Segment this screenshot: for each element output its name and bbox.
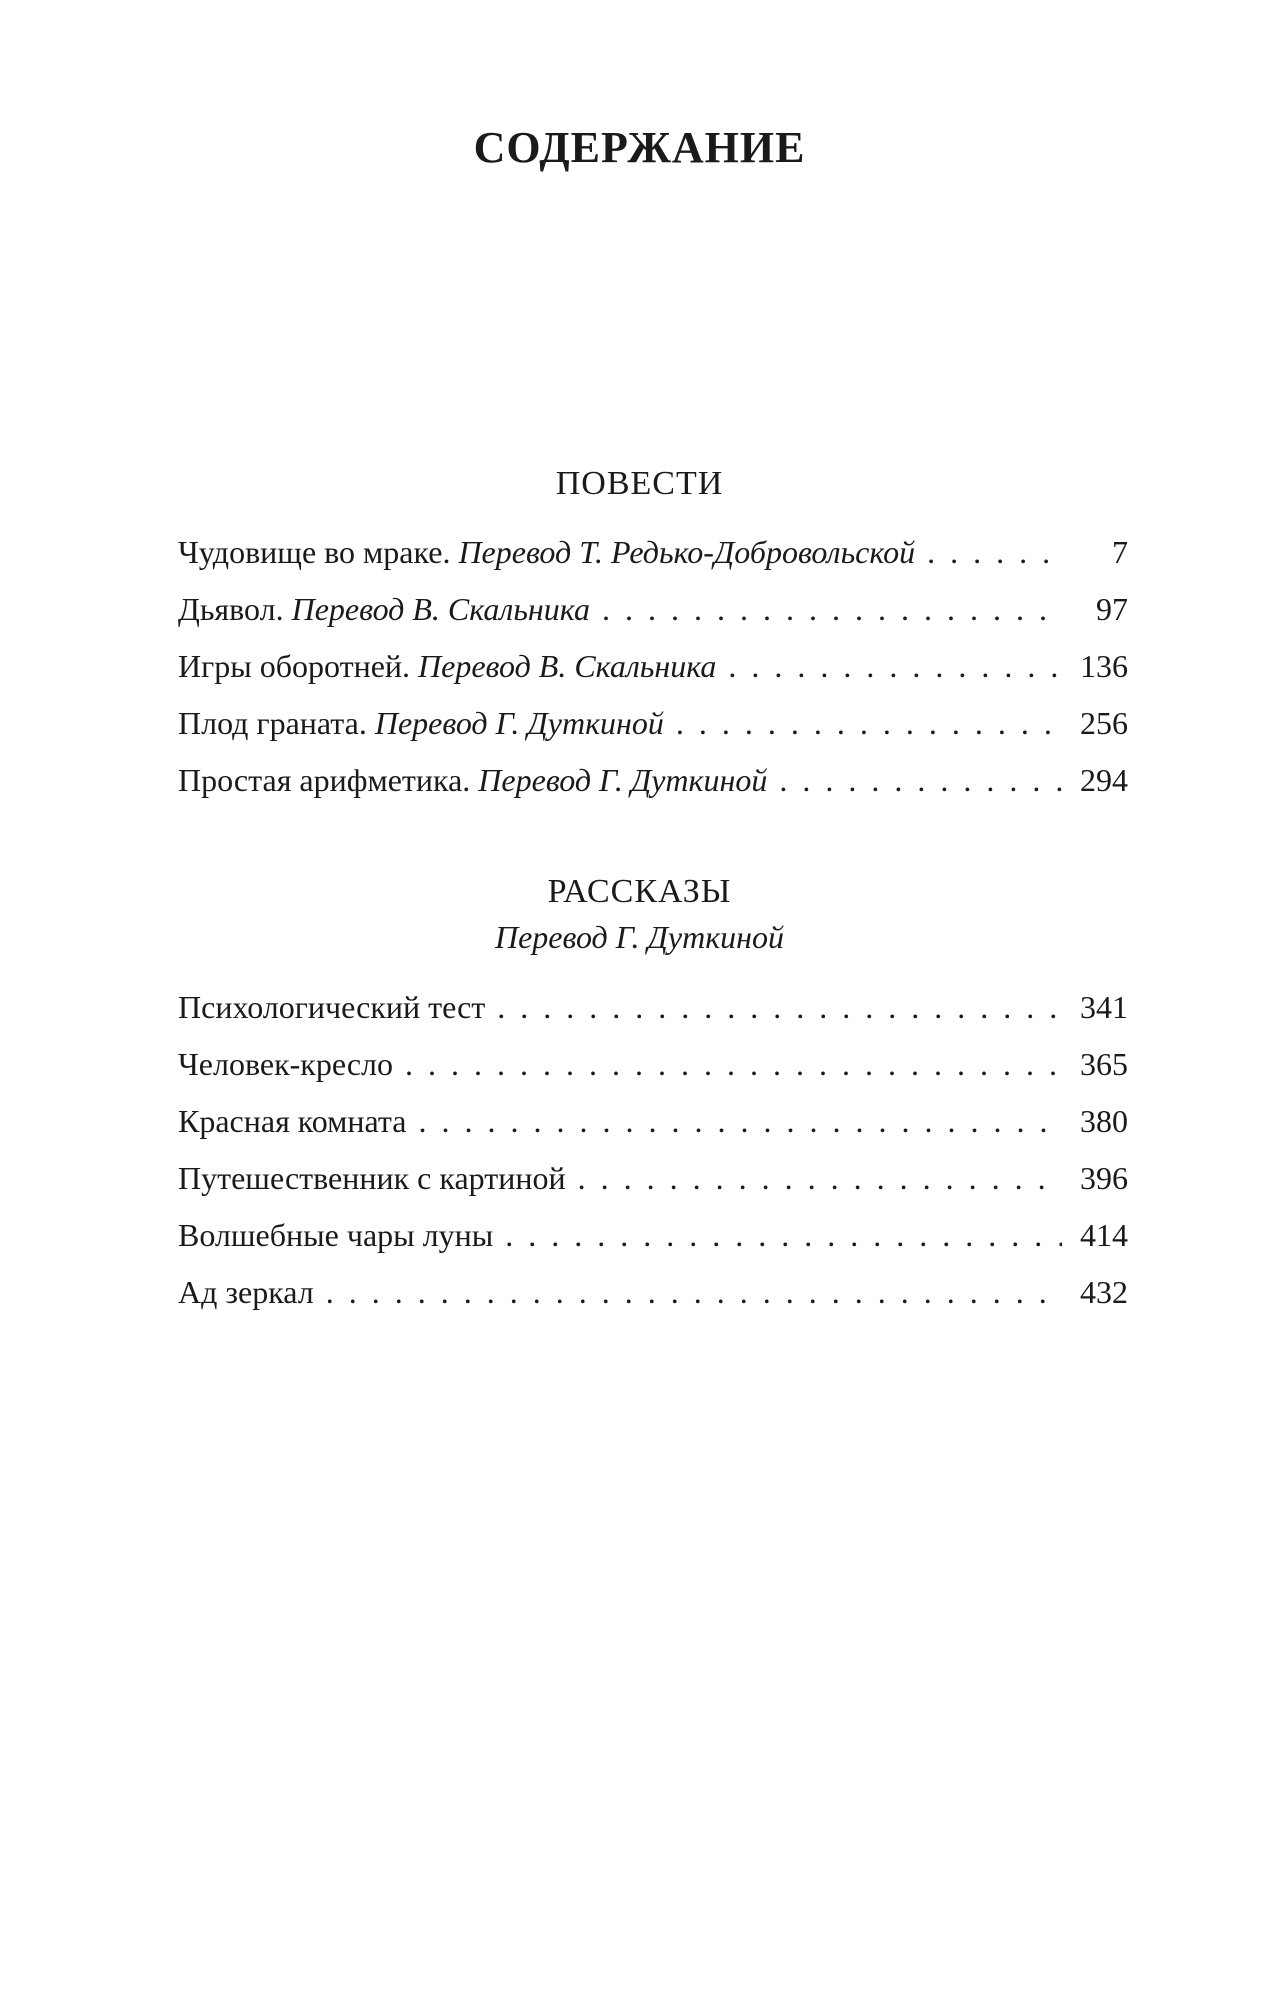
entry-title: Простая арифметика.	[178, 762, 471, 798]
toc-entry-text	[178, 530, 915, 574]
entry-page-number: 414	[1080, 1217, 1128, 1253]
entry-page-number: 97	[1096, 591, 1128, 627]
toc-entry	[178, 758, 1128, 815]
toc-entry-text	[178, 701, 664, 745]
dot-leader	[418, 1099, 1062, 1143]
page-title: СОДЕРЖАНИЕ	[473, 123, 806, 172]
entry-title: Дьявол.	[178, 591, 284, 627]
dot-leader	[578, 1156, 1062, 1200]
section-subheading: Перевод Г. Дуткиной	[494, 919, 785, 955]
entry-title: Психологический тест	[178, 989, 486, 1025]
entry-page-number: 294	[1080, 762, 1128, 798]
entry-translator: Перевод Т. Редько-Добровольской	[458, 534, 916, 570]
toc-entry-text	[178, 758, 767, 802]
dot-leader	[497, 985, 1062, 1029]
entry-page-number: 7	[1112, 534, 1128, 570]
dot-leader	[779, 758, 1062, 802]
dot-leader	[728, 644, 1062, 688]
toc-entry	[178, 644, 1128, 701]
entry-page-number: 380	[1080, 1103, 1128, 1139]
section-heading-rasskazy: РАССКАЗЫ	[547, 873, 732, 910]
entry-page-number: 256	[1080, 705, 1128, 741]
toc-entry-text	[178, 587, 590, 631]
dot-leader	[505, 1213, 1062, 1257]
entry-page-number: 396	[1080, 1160, 1128, 1196]
entry-translator: Перевод Г. Дуткиной	[478, 762, 768, 798]
dot-leader	[927, 530, 1062, 574]
toc-entry	[178, 530, 1128, 587]
toc-entry	[178, 1099, 1128, 1156]
toc-entry	[178, 1042, 1128, 1099]
toc-list-rasskazy	[178, 985, 1128, 1327]
entry-translator: Перевод В. Скальника	[418, 648, 717, 684]
dot-leader	[602, 587, 1062, 631]
entry-page-number: 432	[1080, 1274, 1128, 1310]
entry-title: Игры оборотней.	[178, 648, 411, 684]
entry-translator: Перевод Г. Дуткиной	[374, 705, 664, 741]
entry-title: Красная комната	[178, 1103, 407, 1139]
toc-entry	[178, 701, 1128, 758]
section-heading-povesti: ПОВЕСТИ	[555, 465, 724, 502]
toc-entry	[178, 985, 1128, 1042]
toc-entry	[178, 1213, 1128, 1270]
entry-title: Волшебные чары луны	[178, 1217, 494, 1253]
entry-title: Человек-кресло	[178, 1046, 394, 1082]
toc-entry-text	[178, 644, 716, 688]
dot-leader	[405, 1042, 1062, 1086]
entry-page-number: 365	[1080, 1046, 1128, 1082]
entry-title: Плод граната.	[178, 705, 367, 741]
entry-page-number: 136	[1080, 648, 1128, 684]
entry-title: Путешественник с картиной	[178, 1160, 566, 1196]
dot-leader	[326, 1270, 1062, 1314]
toc-list-povesti	[178, 530, 1128, 815]
entry-page-number: 341	[1080, 989, 1128, 1025]
entry-title: Чудовище во мраке.	[178, 534, 451, 570]
dot-leader	[676, 701, 1062, 745]
entry-title: Ад зеркал	[178, 1274, 314, 1310]
entry-translator: Перевод В. Скальника	[291, 591, 590, 627]
toc-entry	[178, 1270, 1128, 1327]
toc-entry	[178, 1156, 1128, 1213]
toc-entry	[178, 587, 1128, 644]
